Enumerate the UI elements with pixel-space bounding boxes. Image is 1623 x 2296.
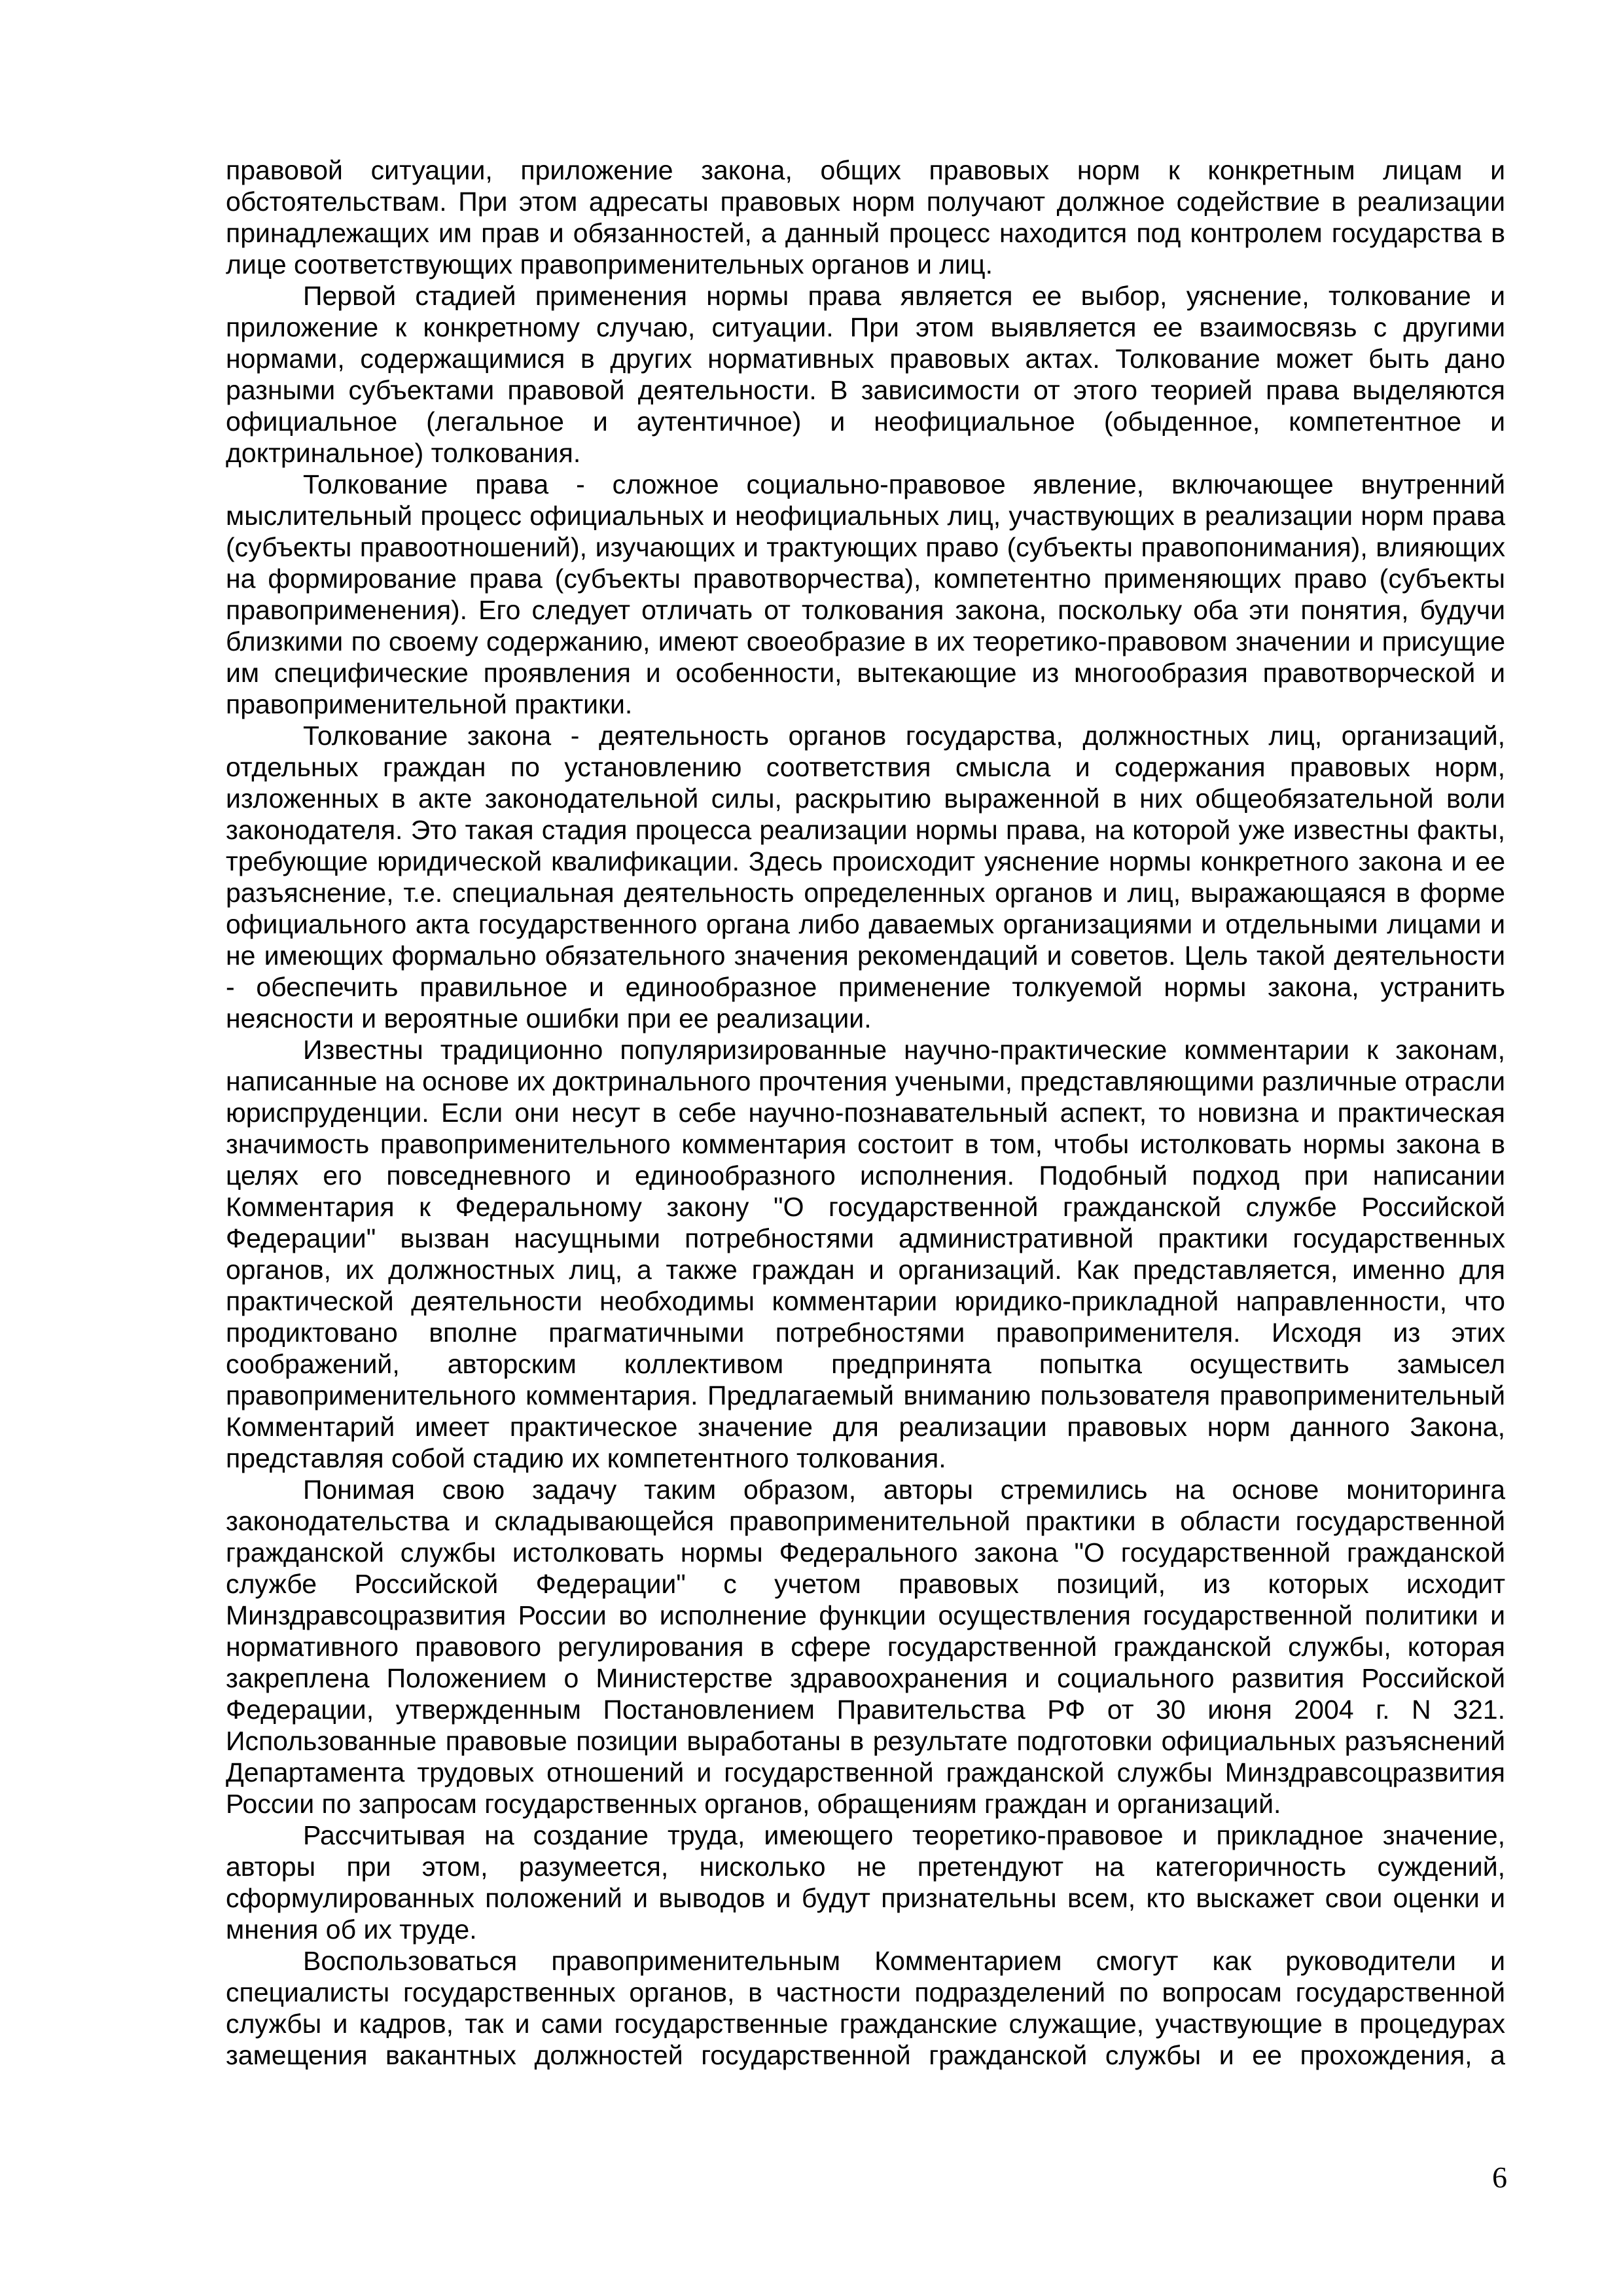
paragraph: правовой ситуации, приложение закона, общих правовых норм к конкретным лицам и обстоятельствам. При этом адресаты правовых норм получают должное содействие в реализации принадлежащих им прав и обязанностей, а данный процесс находится под контролем государства в лице соответствующих правоприменительных органов и лиц.: [226, 155, 1505, 279]
paragraph: Толкование закона - деятельность органов государства, должностных лиц, организаций, отдельных граждан по установлению соответствия смысла и содержания правовых норм, изложенных в акте законодательной силы, раскрытию выраженной в них общеобязательной воли законодателя. Это такая стадия процесса реализации нормы права, на которой уже известны факты, требующие юридической квалификации. Здесь происходит уяснение нормы конкретного закона и ее разъяснение, т.е. специальная деятельность определенных органов и лиц, выражающаяся в форме официального акта государственного органа либо даваемых организациями и отдельными лицами и не имеющих формально обязательного значения рекомендаций и советов. Цель такой деятельности - обеспечить правильное и единообразное применение толкуемой нормы закона, устранить неясности и вероятные ошибки при ее реализации.: [226, 721, 1505, 1033]
page-number: 6: [1492, 2161, 1507, 2194]
paragraph: Воспользоваться правоприменительным Комментарием смогут как руководители и специалисты государственных органов, в частности подразделений по вопросам государственной службы и кадров, так и сами государственные гражданские служащие, участвующие в процедурах замещения вакантных должностей государственной гражданской службы и ее прохождения, а: [226, 1946, 1505, 2070]
paragraph: Первой стадией применения нормы права является ее выбор, уяснение, толкование и приложение к конкретному случаю, ситуации. При этом выявляется ее взаимосвязь с другими нормами, содержащимися в других нормативных правовых актах. Толкование может быть дано разными субъектами правовой деятельности. В зависимости от этого теорией права выделяются официальное (легальное и аутентичное) и неофициальное (обыденное, компетентное и доктринальное) толкования.: [226, 281, 1505, 468]
paragraph: Понимая свою задачу таким образом, авторы стремились на основе мониторинга законодательства и складывающейся правоприменительной практики в области государственной гражданской службы истолковать нормы Федерального закона "О государственной гражданской службе Российской Федерации" с учетом правовых позиций, из которых исходит Минздравсоцразвития России во исполнение функции осуществления государственной политики и нормативного правового регулирования в сфере государственной гражданской службы, которая закреплена Положением о Министерстве здравоохранения и социального развития Российской Федерации, утвержденным Постановлением Правительства РФ от 30 июня 2004 г. N 321. Использованные правовые позиции выработаны в результате подготовки официальных разъяснений Департамента трудовых отношений и государственной гражданской службы Минздравсоцразвития России по запросам государственных органов, обращениям граждан и организаций.: [226, 1475, 1505, 1819]
page-body: [226, 154, 1505, 2071]
paragraph: Известны традиционно популяризированные научно-практические комментарии к законам, написанные на основе их доктринального прочтения учеными, представляющими различные отрасли юриспруденции. Если они несут в себе научно-познавательный аспект, то новизна и практическая значимость правоприменительного комментария состоит в том, чтобы истолковать нормы закона в целях его повседневного и единообразного исполнения. Подобный подход при написании Комментария к Федеральному закону "О государственной гражданской службе Российской Федерации" вызван насущными потребностями административной практики государственных органов, их должностных лиц, а также граждан и организаций. Как представляется, именно для практической деятельности необходимы комментарии юридико-прикладной направленности, что продиктовано вполне прагматичными потребностями правоприменителя. Исходя из этих соображений, авторским коллективом предпринята попытка осуществить замысел правоприменительного комментария. Предлагаемый вниманию пользователя правоприменительный Комментарий имеет практическое значение для реализации правовых норм данного Закона, представляя собой стадию их компетентного толкования.: [226, 1035, 1505, 1473]
paragraph: Толкование права - сложное социально-правовое явление, включающее внутренний мыслительный процесс официальных и неофициальных лиц, участвующих в реализации норм права (субъекты правоотношений), изучающих и трактующих право (субъекты правопонимания), влияющих на формирование права (субъекты правотворчества), компетентно применяющих право (субъекты правоприменения). Его следует отличать от толкования закона, поскольку оба эти понятия, будучи близкими по своему содержанию, имеют своеобразие в их теоретико-правовом значении и присущие им специфические проявления и особенности, вытекающие из многообразия правотворческой и правоприменительной практики.: [226, 469, 1505, 719]
paragraph: Рассчитывая на создание труда, имеющего теоретико-правовое и прикладное значение, авторы при этом, разумеется, нисколько не претендуют на категоричность суждений, сформулированных положений и выводов и будут признательны всем, кто выскажет свои оценки и мнения об их труде.: [226, 1820, 1505, 1945]
